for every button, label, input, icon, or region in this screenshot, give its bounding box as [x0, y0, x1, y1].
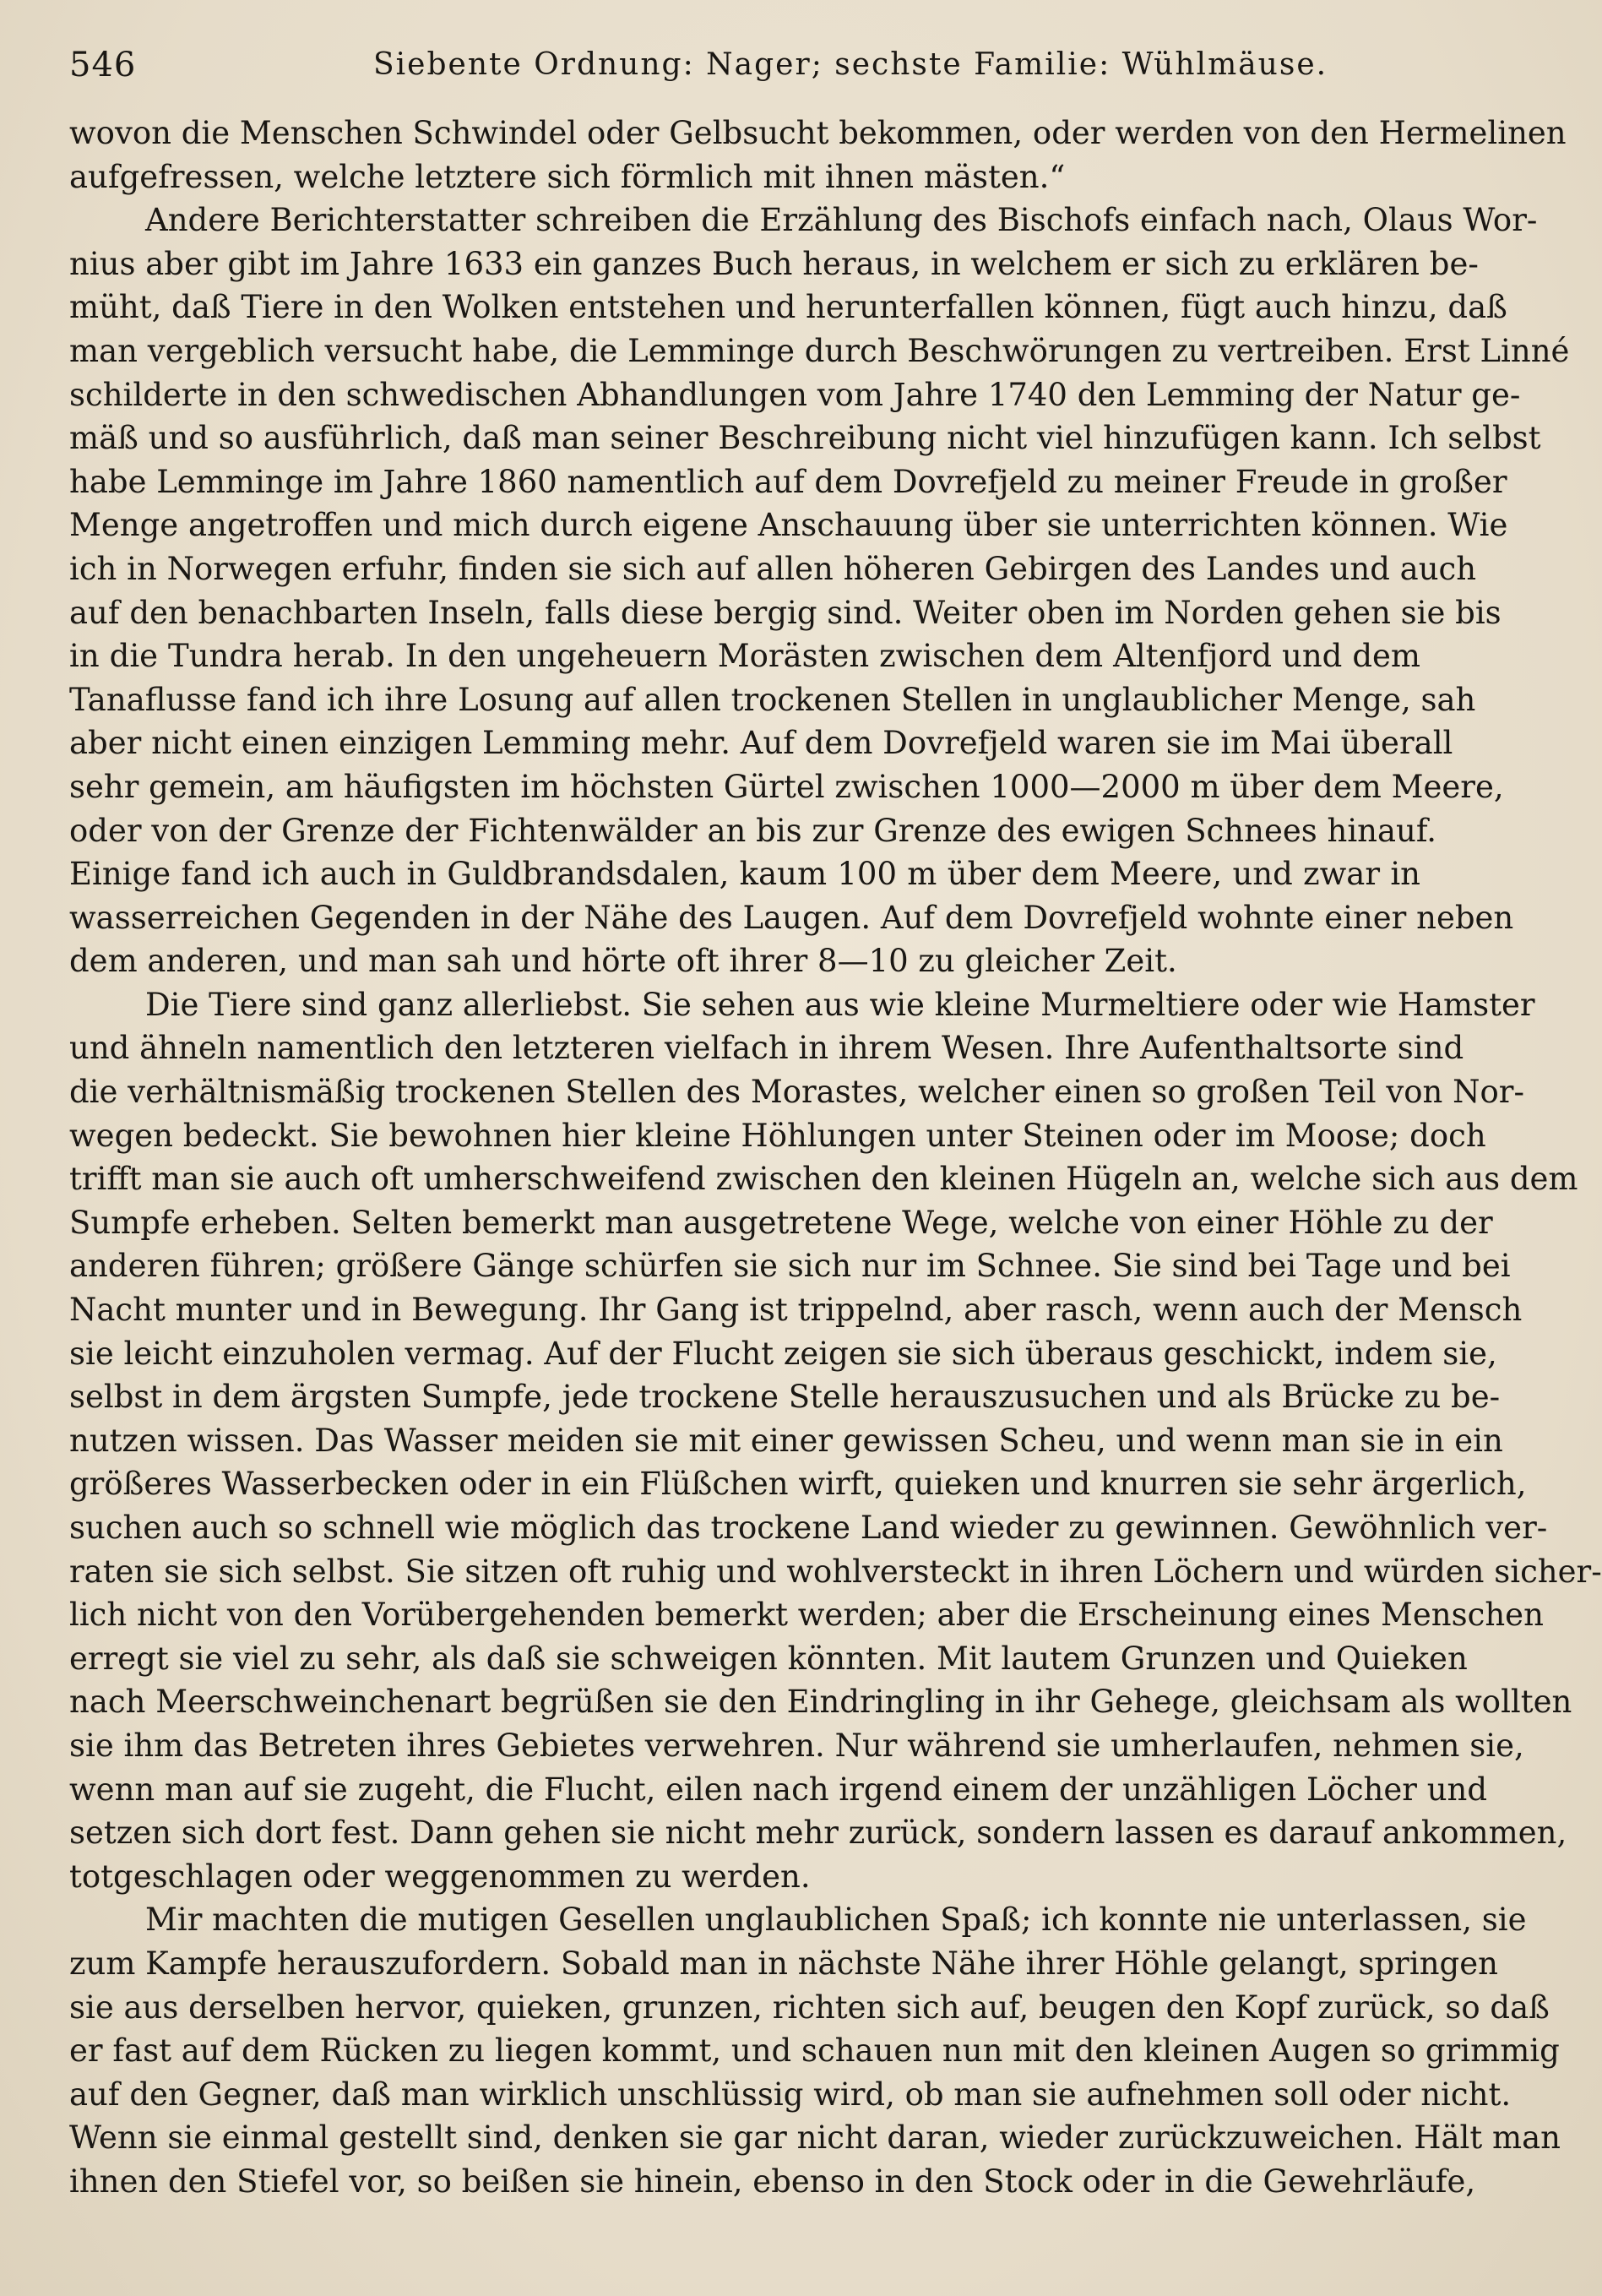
text-line: sie leicht einzuholen vermag. Auf der Flucht zeigen sie sich überaus geschickt, indem sie,	[69, 1335, 1497, 1372]
page-number: 546	[69, 46, 137, 84]
text-line: in die Tundra herab. In den ungeheuern Morästen zwischen dem Altenfjord und dem	[69, 638, 1420, 675]
paragraph	[69, 112, 1567, 199]
text-line: selbst in dem ärgsten Sumpfe, jede trockene Stelle herauszusuchen und als Brücke zu be-	[69, 1379, 1501, 1416]
text-line: auf den benachbarten Inseln, falls diese bergig sind. Weiter oben im Norden gehen sie bis	[69, 594, 1502, 631]
text-line: nach Meerschweinchenart begrüßen sie den Eindringling in ihr Gehege, gleichsam als wollten	[69, 1684, 1572, 1721]
text-line: Wenn sie einmal gestellt sind, denken sie gar nicht daran, wieder zurückzuweichen. Hält man	[69, 2119, 1561, 2157]
text-line: er fast auf dem Rücken zu liegen kommt, und schauen nun mit den kleinen Augen so grimmig	[69, 2032, 1560, 2070]
text-line: setzen sich dort fest. Dann gehen sie nicht mehr zurück, sondern lassen es darauf ankommen,	[69, 1814, 1567, 1852]
text-line: anderen führen; größere Gänge schürfen sie sich nur im Schnee. Sie sind bei Tage und bei	[69, 1248, 1511, 1285]
text-line: Einige fand ich auch in Guldbrandsdalen, kaum 100 m über dem Meere, und zwar in	[69, 856, 1420, 893]
text-line: und ähneln namentlich den letzteren vielfach in ihrem Wesen. Ihre Aufenthaltsorte sind	[69, 1030, 1464, 1067]
text-line: Menge angetroffen und mich durch eigene Anschauung über sie unterrichten können. Wie	[69, 507, 1508, 544]
text-line: Andere Berichterstatter schreiben die Erzählung des Bischofs einfach nach, Olaus Wor-	[145, 202, 1538, 239]
text-line: sie ihm das Betreten ihres Gebietes verwehren. Nur während sie umherlaufen, nehmen sie,	[69, 1727, 1524, 1764]
text-line: erregt sie viel zu sehr, als daß sie schweigen könnten. Mit lautem Grunzen und Quieken	[69, 1640, 1468, 1677]
text-line: raten sie sich selbst. Sie sitzen oft ruhig und wohlversteckt in ihren Löchern und würden sicher-	[69, 1553, 1602, 1590]
text-line: größeres Wasserbecken oder in ein Flüßchen wirft, quieken und knurren sie sehr ärgerlich,	[69, 1466, 1527, 1503]
text-line: nius aber gibt im Jahre 1633 ein ganzes Buch heraus, in welchem er sich zu erklären be-	[69, 245, 1479, 282]
text-line: dem anderen, und man sah und hörte oft ihrer 8—10 zu gleicher Zeit.	[69, 943, 1177, 980]
text-line: aber nicht einen einzigen Lemming mehr. Auf dem Dovrefjeld waren sie im Mai überall	[69, 725, 1453, 762]
text-line: wegen bedeckt. Sie bewohnen hier kleine Höhlungen unter Steinen oder im Moose; doch	[69, 1117, 1486, 1154]
text-line: mäß und so ausführlich, daß man seiner Beschreibung nicht viel hinzufügen kann. Ich selbst	[69, 420, 1541, 457]
text-line: suchen auch so schnell wie möglich das trockene Land wieder zu gewinnen. Gewöhnlich ver-	[69, 1510, 1548, 1546]
text-line: auf den Gegner, daß man wirklich unschlüssig wird, ob man sie aufnehmen soll oder nicht.	[69, 2076, 1512, 2113]
text-line: aufgefressen, welche letztere sich förmlich mit ihnen mästen.“	[69, 158, 1066, 195]
text-line: Nacht munter und in Bewegung. Ihr Gang ist trippelnd, aber rasch, wenn auch der Mensch	[69, 1292, 1523, 1329]
text-line: sehr gemein, am häufigsten im höchsten Gürtel zwischen 1000—2000 m über dem Meere,	[69, 768, 1504, 805]
text-line: Sumpfe erheben. Selten bemerkt man ausgetretene Wege, welche von einer Höhle zu der	[69, 1204, 1493, 1241]
text-line: oder von der Grenze der Fichtenwälder an bis zur Grenze des ewigen Schnees hinauf.	[69, 812, 1437, 849]
text-line: schilderte in den schwedischen Abhandlungen vom Jahre 1740 den Lemming der Natur ge-	[69, 376, 1521, 413]
page-header	[69, 39, 1420, 90]
text-line: Mir machten die mutigen Gesellen unglaublichen Spaß; ich konnte nie unterlassen, sie	[145, 1902, 1527, 1939]
paragraph	[69, 199, 1570, 983]
text-line: trifft man sie auch oft umherschweifend zwischen den kleinen Hügeln an, welche sich aus dem	[69, 1161, 1578, 1198]
text-line: müht, daß Tiere in den Wolken entstehen und herunterfallen können, fügt auch hinzu, daß	[69, 289, 1507, 326]
running-head: Siebente Ordnung: Nager; sechste Familie: Wühlmäuse.	[373, 47, 1328, 82]
paragraph	[69, 1898, 1561, 2203]
text-line: sie aus derselben hervor, quieken, grunzen, richten sich auf, beugen den Kopf zurück, so daß	[69, 1989, 1550, 2026]
text-line: die verhältnismäßig trockenen Stellen des Morastes, welcher einen so großen Teil von Nor-	[69, 1074, 1524, 1111]
text-line: wasserreichen Gegenden in der Nähe des Laugen. Auf dem Dovrefjeld wohnte einer neben	[69, 899, 1514, 936]
paragraph	[69, 983, 1602, 1898]
text-line: ich in Norwegen erfuhr, finden sie sich auf allen höheren Gebirgen des Landes und auch	[69, 550, 1477, 587]
text-line: wovon die Menschen Schwindel oder Gelbsucht bekommen, oder werden von den Hermelinen	[69, 115, 1567, 151]
text-line: lich nicht von den Vorübergehenden bemerkt werden; aber die Erscheinung eines Menschen	[69, 1597, 1544, 1634]
text-line: habe Lemminge im Jahre 1860 namentlich auf dem Dovrefjeld zu meiner Freude in großer	[69, 463, 1507, 500]
text-line: Die Tiere sind ganz allerliebst. Sie sehen aus wie kleine Murmeltiere oder wie Hamster	[145, 986, 1535, 1023]
text-line: nutzen wissen. Das Wasser meiden sie mit einer gewissen Scheu, und wenn man sie in ein	[69, 1422, 1503, 1459]
text-line: wenn man auf sie zugeht, die Flucht, eilen nach irgend einem der unzähligen Löcher und	[69, 1771, 1488, 1808]
text-line: zum Kampfe herauszufordern. Sobald man in nächste Nähe ihrer Höhle gelangt, springen	[69, 1945, 1498, 1982]
text-line: totgeschlagen oder weggenommen zu werden.	[69, 1858, 811, 1895]
text-line: ihnen den Stiefel vor, so beißen sie hinein, ebenso in den Stock oder in die Gewehrläufe,	[69, 2163, 1476, 2200]
body-text	[69, 112, 1602, 2204]
text-line: Tanaflusse fand ich ihre Losung auf allen trockenen Stellen in unglaublicher Menge, sah	[69, 681, 1476, 718]
text-line: man vergeblich versucht habe, die Lemminge durch Beschwörungen zu vertreiben. Erst Linné	[69, 332, 1570, 369]
